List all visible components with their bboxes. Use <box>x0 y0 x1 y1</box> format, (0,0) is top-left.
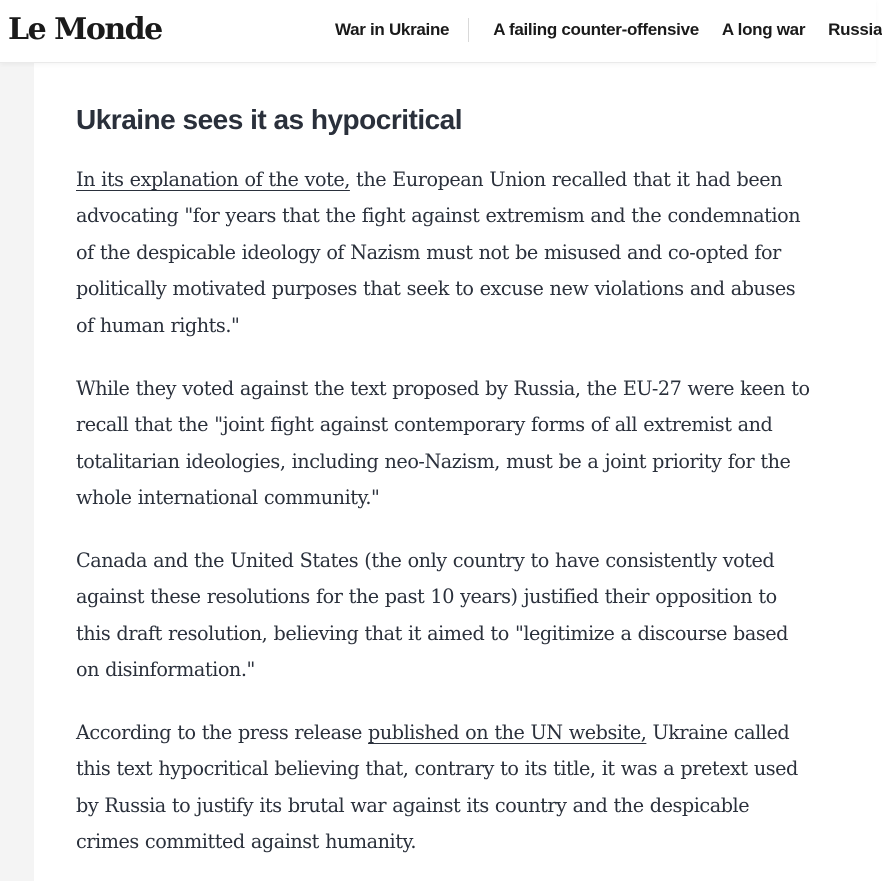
nav-item-russia[interactable]: Russia <box>828 20 882 39</box>
paragraph-canada-us: Canada and the United States (the only country to have consistently voted against these resolutions for the past 10 years) justified their opposition to this draft resolution, believing that it aimed to "legitimize a discourse based on disinformation." <box>76 549 789 682</box>
paragraph-eu-27-vote: While they voted against the text proposed by Russia, the EU-27 were keen to recall that the "joint fight against contemporary forms of all extremist and totalitarian ideologies, including neo-Nazism, must be a joint priority for the whole international community." <box>76 377 810 510</box>
left-margin-rail <box>0 62 34 881</box>
section-heading: Ukraine sees it as hypocritical <box>76 104 463 135</box>
paragraph-eu-explanation <box>76 162 816 344</box>
article-body <box>34 62 876 881</box>
paragraph-text: According to the press release <box>76 721 369 744</box>
nav-item-long-war[interactable]: A long war <box>721 20 806 39</box>
un-website-link[interactable]: published on the UN website, <box>368 721 647 744</box>
paragraph-text: the European Union recalled that it had been advocating "for years that the fight against extremism and the condemnation of the despicable ideology of Nazism must not be misused and co-opted for politically motivated purposes that seek to excuse new violations and abuses of human rights." <box>76 168 801 337</box>
nav-item-failing-counter-offensive[interactable]: A failing counter-offensive <box>493 20 699 39</box>
le-monde-logo[interactable]: Le Monde <box>8 12 162 47</box>
section-nav <box>335 17 882 43</box>
nav-item-war-in-ukraine[interactable]: War in Ukraine <box>335 20 450 39</box>
explanation-of-vote-link[interactable]: In its explanation of the vote, <box>76 168 350 191</box>
top-navigation-bar <box>0 0 882 63</box>
nav-divider <box>468 18 469 42</box>
paragraph-ukraine-position <box>76 715 816 861</box>
paragraph-text: Ukraine called this text hypocritical believing that, contrary to its title, it was a pretext used by Russia to justify its brutal war against its country and the despicable crimes committed against humanity. <box>76 721 798 854</box>
